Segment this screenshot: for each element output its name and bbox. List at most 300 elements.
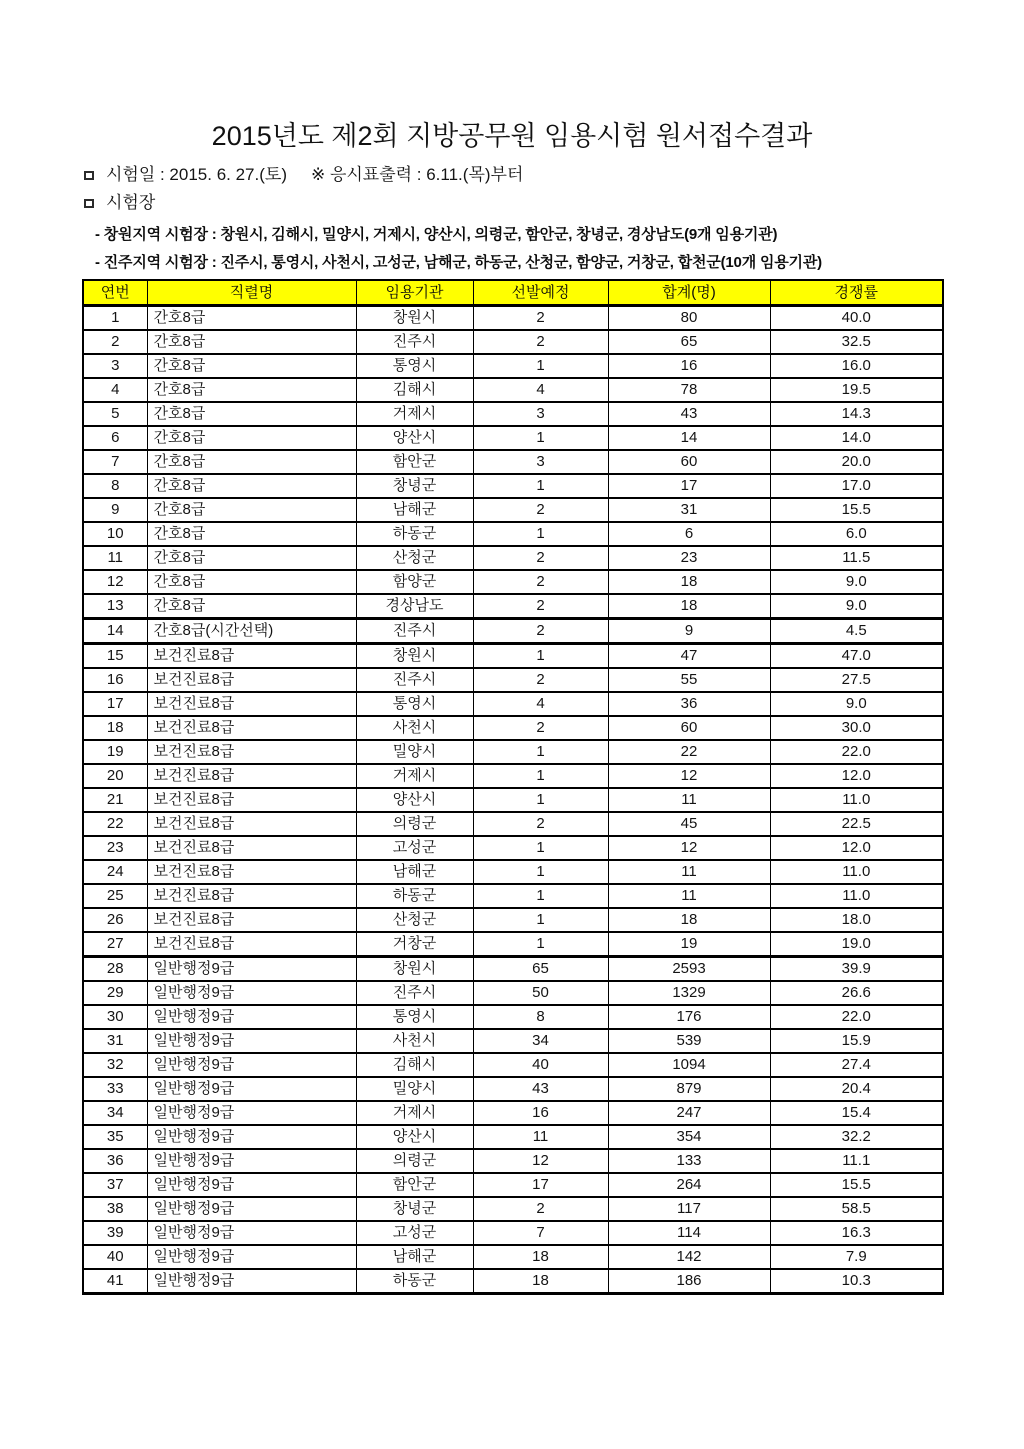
cell-competition-ratio: 12.0 <box>770 764 943 788</box>
cell-total-applicants: 12 <box>608 764 770 788</box>
cell-total-applicants: 11 <box>608 884 770 908</box>
venue-line-changwon: - 창원지역 시험장 : 창원시, 김해시, 밀양시, 거제시, 양산시, 의령군, 함안군, 창녕군, 경상남도(9개 임용기관) <box>95 226 778 243</box>
cell-planned-hires: 4 <box>473 378 608 402</box>
table-row <box>83 716 943 740</box>
table-row <box>83 450 943 474</box>
results-table <box>82 279 944 1295</box>
cell-total-applicants: 31 <box>608 498 770 522</box>
cell-series-name: 보건진료8급 <box>147 884 356 908</box>
cell-agency: 창원시 <box>356 306 473 331</box>
cell-total-applicants: 117 <box>608 1197 770 1221</box>
cell-seq-no: 40 <box>83 1245 147 1269</box>
cell-series-name: 일반행정9급 <box>147 1029 356 1053</box>
cell-total-applicants: 247 <box>608 1101 770 1125</box>
cell-agency: 김해시 <box>356 378 473 402</box>
cell-agency: 함안군 <box>356 450 473 474</box>
cell-seq-no: 14 <box>83 619 147 644</box>
table-row <box>83 981 943 1005</box>
cell-planned-hires: 2 <box>473 330 608 354</box>
cell-total-applicants: 45 <box>608 812 770 836</box>
cell-total-applicants: 36 <box>608 692 770 716</box>
cell-seq-no: 34 <box>83 1101 147 1125</box>
cell-series-name: 일반행정9급 <box>147 1149 356 1173</box>
cell-planned-hires: 18 <box>473 1245 608 1269</box>
cell-agency: 의령군 <box>356 1149 473 1173</box>
cell-competition-ratio: 27.4 <box>770 1053 943 1077</box>
table-row <box>83 522 943 546</box>
cell-competition-ratio: 32.2 <box>770 1125 943 1149</box>
cell-total-applicants: 18 <box>608 908 770 932</box>
cell-competition-ratio: 32.5 <box>770 330 943 354</box>
cell-seq-no: 36 <box>83 1149 147 1173</box>
cell-competition-ratio: 7.9 <box>770 1245 943 1269</box>
table-row <box>83 1197 943 1221</box>
table-row <box>83 836 943 860</box>
cell-planned-hires: 18 <box>473 1269 608 1294</box>
cell-seq-no: 3 <box>83 354 147 378</box>
table-row <box>83 426 943 450</box>
cell-total-applicants: 11 <box>608 788 770 812</box>
cell-series-name: 간호8급 <box>147 570 356 594</box>
cell-seq-no: 2 <box>83 330 147 354</box>
cell-agency: 양산시 <box>356 788 473 812</box>
square-bullet-icon <box>84 171 94 180</box>
column-header-planned-hires: 선발예정 <box>473 280 608 306</box>
cell-total-applicants: 6 <box>608 522 770 546</box>
cell-series-name: 보건진료8급 <box>147 860 356 884</box>
cell-series-name: 일반행정9급 <box>147 1101 356 1125</box>
cell-agency: 남해군 <box>356 1245 473 1269</box>
cell-competition-ratio: 11.0 <box>770 860 943 884</box>
cell-series-name: 간호8급 <box>147 402 356 426</box>
table-row <box>83 619 943 644</box>
cell-planned-hires: 1 <box>473 740 608 764</box>
cell-competition-ratio: 15.5 <box>770 498 943 522</box>
cell-planned-hires: 1 <box>473 522 608 546</box>
cell-seq-no: 13 <box>83 594 147 619</box>
cell-seq-no: 18 <box>83 716 147 740</box>
cell-agency: 진주시 <box>356 619 473 644</box>
cell-agency: 통영시 <box>356 354 473 378</box>
cell-planned-hires: 1 <box>473 426 608 450</box>
cell-agency: 함안군 <box>356 1173 473 1197</box>
cell-seq-no: 16 <box>83 668 147 692</box>
cell-total-applicants: 16 <box>608 354 770 378</box>
cell-agency: 거제시 <box>356 402 473 426</box>
cell-agency: 남해군 <box>356 860 473 884</box>
cell-agency: 함양군 <box>356 570 473 594</box>
cell-agency: 창녕군 <box>356 1197 473 1221</box>
results-table-head <box>83 280 943 306</box>
cell-agency: 거제시 <box>356 764 473 788</box>
cell-series-name: 일반행정9급 <box>147 1197 356 1221</box>
venue-label-text: 시험장 <box>106 193 156 212</box>
cell-total-applicants: 23 <box>608 546 770 570</box>
cell-planned-hires: 43 <box>473 1077 608 1101</box>
cell-seq-no: 25 <box>83 884 147 908</box>
cell-seq-no: 27 <box>83 932 147 957</box>
cell-series-name: 간호8급 <box>147 474 356 498</box>
cell-planned-hires: 2 <box>473 668 608 692</box>
cell-planned-hires: 2 <box>473 716 608 740</box>
cell-seq-no: 19 <box>83 740 147 764</box>
square-bullet-icon <box>84 199 94 208</box>
cell-agency: 하동군 <box>356 1269 473 1294</box>
cell-total-applicants: 18 <box>608 594 770 619</box>
cell-competition-ratio: 11.5 <box>770 546 943 570</box>
cell-series-name: 일반행정9급 <box>147 1005 356 1029</box>
cell-competition-ratio: 22.0 <box>770 1005 943 1029</box>
cell-agency: 진주시 <box>356 668 473 692</box>
cell-seq-no: 6 <box>83 426 147 450</box>
cell-total-applicants: 55 <box>608 668 770 692</box>
cell-seq-no: 32 <box>83 1053 147 1077</box>
cell-total-applicants: 17 <box>608 474 770 498</box>
cell-agency: 고성군 <box>356 1221 473 1245</box>
table-row <box>83 1245 943 1269</box>
table-row <box>83 1005 943 1029</box>
table-row <box>83 1269 943 1294</box>
cell-planned-hires: 12 <box>473 1149 608 1173</box>
cell-seq-no: 12 <box>83 570 147 594</box>
cell-seq-no: 38 <box>83 1197 147 1221</box>
cell-series-name: 일반행정9급 <box>147 957 356 982</box>
cell-agency: 산청군 <box>356 908 473 932</box>
cell-seq-no: 30 <box>83 1005 147 1029</box>
cell-seq-no: 1 <box>83 306 147 331</box>
cell-planned-hires: 1 <box>473 884 608 908</box>
cell-series-name: 일반행정9급 <box>147 1053 356 1077</box>
cell-competition-ratio: 20.4 <box>770 1077 943 1101</box>
cell-series-name: 간호8급 <box>147 378 356 402</box>
table-row <box>83 740 943 764</box>
table-row <box>83 1221 943 1245</box>
cell-total-applicants: 43 <box>608 402 770 426</box>
cell-planned-hires: 1 <box>473 354 608 378</box>
cell-series-name: 보건진료8급 <box>147 740 356 764</box>
cell-competition-ratio: 16.3 <box>770 1221 943 1245</box>
cell-seq-no: 9 <box>83 498 147 522</box>
table-row <box>83 812 943 836</box>
cell-agency: 사천시 <box>356 716 473 740</box>
cell-seq-no: 33 <box>83 1077 147 1101</box>
cell-series-name: 보건진료8급 <box>147 764 356 788</box>
cell-total-applicants: 2593 <box>608 957 770 982</box>
cell-agency: 창원시 <box>356 644 473 669</box>
cell-planned-hires: 2 <box>473 619 608 644</box>
cell-planned-hires: 50 <box>473 981 608 1005</box>
cell-agency: 진주시 <box>356 330 473 354</box>
cell-series-name: 보건진료8급 <box>147 692 356 716</box>
column-header-total-applicants: 합계(명) <box>608 280 770 306</box>
cell-total-applicants: 114 <box>608 1221 770 1245</box>
table-row <box>83 1101 943 1125</box>
cell-total-applicants: 65 <box>608 330 770 354</box>
cell-series-name: 간호8급 <box>147 498 356 522</box>
table-row <box>83 764 943 788</box>
cell-competition-ratio: 26.6 <box>770 981 943 1005</box>
cell-competition-ratio: 40.0 <box>770 306 943 331</box>
results-table-body <box>83 306 943 1294</box>
table-row <box>83 498 943 522</box>
cell-planned-hires: 2 <box>473 594 608 619</box>
cell-competition-ratio: 19.5 <box>770 378 943 402</box>
cell-competition-ratio: 11.1 <box>770 1149 943 1173</box>
cell-total-applicants: 142 <box>608 1245 770 1269</box>
cell-competition-ratio: 18.0 <box>770 908 943 932</box>
cell-agency: 거창군 <box>356 932 473 957</box>
cell-planned-hires: 3 <box>473 450 608 474</box>
cell-agency: 진주시 <box>356 981 473 1005</box>
table-row <box>83 1173 943 1197</box>
cell-competition-ratio: 17.0 <box>770 474 943 498</box>
cell-agency: 양산시 <box>356 426 473 450</box>
cell-competition-ratio: 12.0 <box>770 836 943 860</box>
cell-competition-ratio: 6.0 <box>770 522 943 546</box>
cell-planned-hires: 8 <box>473 1005 608 1029</box>
cell-competition-ratio: 14.0 <box>770 426 943 450</box>
cell-seq-no: 11 <box>83 546 147 570</box>
table-row <box>83 594 943 619</box>
cell-agency: 통영시 <box>356 1005 473 1029</box>
cell-seq-no: 23 <box>83 836 147 860</box>
table-row <box>83 402 943 426</box>
table-row <box>83 692 943 716</box>
cell-competition-ratio: 9.0 <box>770 594 943 619</box>
cell-planned-hires: 1 <box>473 788 608 812</box>
cell-seq-no: 26 <box>83 908 147 932</box>
cell-planned-hires: 1 <box>473 764 608 788</box>
cell-seq-no: 24 <box>83 860 147 884</box>
cell-total-applicants: 1094 <box>608 1053 770 1077</box>
cell-agency: 통영시 <box>356 692 473 716</box>
cell-seq-no: 10 <box>83 522 147 546</box>
cell-total-applicants: 176 <box>608 1005 770 1029</box>
cell-planned-hires: 2 <box>473 1197 608 1221</box>
cell-seq-no: 37 <box>83 1173 147 1197</box>
cell-total-applicants: 1329 <box>608 981 770 1005</box>
table-row <box>83 788 943 812</box>
cell-seq-no: 28 <box>83 957 147 982</box>
cell-planned-hires: 34 <box>473 1029 608 1053</box>
table-row <box>83 570 943 594</box>
cell-competition-ratio: 39.9 <box>770 957 943 982</box>
table-row <box>83 354 943 378</box>
cell-series-name: 일반행정9급 <box>147 1269 356 1294</box>
cell-agency: 의령군 <box>356 812 473 836</box>
cell-agency: 창녕군 <box>356 474 473 498</box>
cell-planned-hires: 4 <box>473 692 608 716</box>
cell-series-name: 보건진료8급 <box>147 668 356 692</box>
cell-planned-hires: 2 <box>473 546 608 570</box>
table-row <box>83 1053 943 1077</box>
cell-competition-ratio: 16.0 <box>770 354 943 378</box>
cell-series-name: 간호8급 <box>147 426 356 450</box>
cell-agency: 거제시 <box>356 1101 473 1125</box>
cell-competition-ratio: 30.0 <box>770 716 943 740</box>
cell-total-applicants: 19 <box>608 932 770 957</box>
cell-competition-ratio: 9.0 <box>770 692 943 716</box>
cell-agency: 김해시 <box>356 1053 473 1077</box>
cell-seq-no: 20 <box>83 764 147 788</box>
cell-planned-hires: 1 <box>473 474 608 498</box>
cell-planned-hires: 40 <box>473 1053 608 1077</box>
cell-planned-hires: 2 <box>473 812 608 836</box>
cell-seq-no: 29 <box>83 981 147 1005</box>
cell-seq-no: 39 <box>83 1221 147 1245</box>
page-title: 2015년도 제2회 지방공무원 임용시험 원서접수결과 <box>211 121 813 151</box>
cell-series-name: 간호8급 <box>147 546 356 570</box>
table-row <box>83 1077 943 1101</box>
cell-agency: 하동군 <box>356 522 473 546</box>
table-row <box>83 957 943 982</box>
cell-series-name: 보건진료8급 <box>147 812 356 836</box>
cell-competition-ratio: 9.0 <box>770 570 943 594</box>
cell-seq-no: 15 <box>83 644 147 669</box>
cell-total-applicants: 78 <box>608 378 770 402</box>
print-note-text: ※ 응시표출력 : 6.11.(목)부터 <box>310 165 524 184</box>
cell-seq-no: 5 <box>83 402 147 426</box>
table-row <box>83 378 943 402</box>
cell-competition-ratio: 47.0 <box>770 644 943 669</box>
cell-total-applicants: 80 <box>608 306 770 331</box>
cell-agency: 양산시 <box>356 1125 473 1149</box>
cell-agency: 밀양시 <box>356 1077 473 1101</box>
cell-series-name: 간호8급 <box>147 354 356 378</box>
exam-date-text: 시험일 : 2015. 6. 27.(토) <box>106 165 287 184</box>
cell-series-name: 일반행정9급 <box>147 1245 356 1269</box>
cell-total-applicants: 186 <box>608 1269 770 1294</box>
cell-series-name: 보건진료8급 <box>147 788 356 812</box>
cell-total-applicants: 47 <box>608 644 770 669</box>
cell-competition-ratio: 22.0 <box>770 740 943 764</box>
cell-total-applicants: 879 <box>608 1077 770 1101</box>
table-row <box>83 932 943 957</box>
cell-seq-no: 21 <box>83 788 147 812</box>
cell-seq-no: 35 <box>83 1125 147 1149</box>
table-row <box>83 860 943 884</box>
cell-series-name: 일반행정9급 <box>147 981 356 1005</box>
cell-total-applicants: 354 <box>608 1125 770 1149</box>
cell-series-name: 일반행정9급 <box>147 1125 356 1149</box>
cell-planned-hires: 2 <box>473 498 608 522</box>
cell-agency: 사천시 <box>356 1029 473 1053</box>
table-row <box>83 1029 943 1053</box>
cell-total-applicants: 133 <box>608 1149 770 1173</box>
cell-series-name: 간호8급 <box>147 450 356 474</box>
cell-series-name: 보건진료8급 <box>147 836 356 860</box>
cell-agency: 고성군 <box>356 836 473 860</box>
cell-series-name: 일반행정9급 <box>147 1221 356 1245</box>
cell-planned-hires: 17 <box>473 1173 608 1197</box>
cell-planned-hires: 7 <box>473 1221 608 1245</box>
cell-seq-no: 41 <box>83 1269 147 1294</box>
cell-agency: 창원시 <box>356 957 473 982</box>
cell-competition-ratio: 14.3 <box>770 402 943 426</box>
column-header-agency: 임용기관 <box>356 280 473 306</box>
cell-planned-hires: 2 <box>473 306 608 331</box>
cell-competition-ratio: 20.0 <box>770 450 943 474</box>
cell-series-name: 보건진료8급 <box>147 932 356 957</box>
cell-total-applicants: 18 <box>608 570 770 594</box>
cell-agency: 산청군 <box>356 546 473 570</box>
cell-agency: 밀양시 <box>356 740 473 764</box>
table-row <box>83 330 943 354</box>
cell-planned-hires: 1 <box>473 644 608 669</box>
table-row <box>83 306 943 331</box>
cell-total-applicants: 14 <box>608 426 770 450</box>
table-row <box>83 1149 943 1173</box>
cell-series-name: 일반행정9급 <box>147 1077 356 1101</box>
cell-series-name: 보건진료8급 <box>147 644 356 669</box>
cell-total-applicants: 539 <box>608 1029 770 1053</box>
table-row <box>83 546 943 570</box>
table-row <box>83 884 943 908</box>
cell-planned-hires: 11 <box>473 1125 608 1149</box>
cell-seq-no: 31 <box>83 1029 147 1053</box>
column-header-seq-no: 연번 <box>83 280 147 306</box>
cell-competition-ratio: 58.5 <box>770 1197 943 1221</box>
cell-competition-ratio: 27.5 <box>770 668 943 692</box>
exam-date-line <box>82 165 942 185</box>
cell-planned-hires: 3 <box>473 402 608 426</box>
cell-agency: 하동군 <box>356 884 473 908</box>
cell-total-applicants: 22 <box>608 740 770 764</box>
cell-competition-ratio: 10.3 <box>770 1269 943 1294</box>
table-header-row <box>83 280 943 306</box>
table-row <box>83 474 943 498</box>
cell-planned-hires: 65 <box>473 957 608 982</box>
cell-series-name: 간호8급(시간선택) <box>147 619 356 644</box>
table-row <box>83 644 943 669</box>
cell-competition-ratio: 11.0 <box>770 788 943 812</box>
cell-series-name: 일반행정9급 <box>147 1173 356 1197</box>
cell-planned-hires: 1 <box>473 860 608 884</box>
cell-agency: 경상남도 <box>356 594 473 619</box>
table-row <box>83 908 943 932</box>
cell-series-name: 보건진료8급 <box>147 908 356 932</box>
cell-competition-ratio: 19.0 <box>770 932 943 957</box>
cell-total-applicants: 60 <box>608 450 770 474</box>
cell-series-name: 간호8급 <box>147 306 356 331</box>
cell-series-name: 간호8급 <box>147 330 356 354</box>
cell-planned-hires: 2 <box>473 570 608 594</box>
cell-seq-no: 4 <box>83 378 147 402</box>
cell-planned-hires: 1 <box>473 836 608 860</box>
table-row <box>83 1125 943 1149</box>
cell-planned-hires: 1 <box>473 932 608 957</box>
cell-seq-no: 17 <box>83 692 147 716</box>
cell-competition-ratio: 15.5 <box>770 1173 943 1197</box>
table-row <box>83 668 943 692</box>
cell-total-applicants: 9 <box>608 619 770 644</box>
cell-competition-ratio: 11.0 <box>770 884 943 908</box>
cell-competition-ratio: 15.9 <box>770 1029 943 1053</box>
cell-total-applicants: 60 <box>608 716 770 740</box>
cell-seq-no: 8 <box>83 474 147 498</box>
column-header-series-name: 직렬명 <box>147 280 356 306</box>
cell-total-applicants: 11 <box>608 860 770 884</box>
cell-planned-hires: 1 <box>473 908 608 932</box>
cell-competition-ratio: 15.4 <box>770 1101 943 1125</box>
venue-line-jinju: - 진주지역 시험장 : 진주시, 통영시, 사천시, 고성군, 남해군, 하동군, 산청군, 함양군, 거창군, 합천군(10개 임용기관) <box>95 254 822 271</box>
cell-series-name: 간호8급 <box>147 522 356 546</box>
cell-planned-hires: 16 <box>473 1101 608 1125</box>
cell-agency: 남해군 <box>356 498 473 522</box>
cell-total-applicants: 12 <box>608 836 770 860</box>
cell-competition-ratio: 22.5 <box>770 812 943 836</box>
column-header-competition-ratio: 경쟁률 <box>770 280 943 306</box>
